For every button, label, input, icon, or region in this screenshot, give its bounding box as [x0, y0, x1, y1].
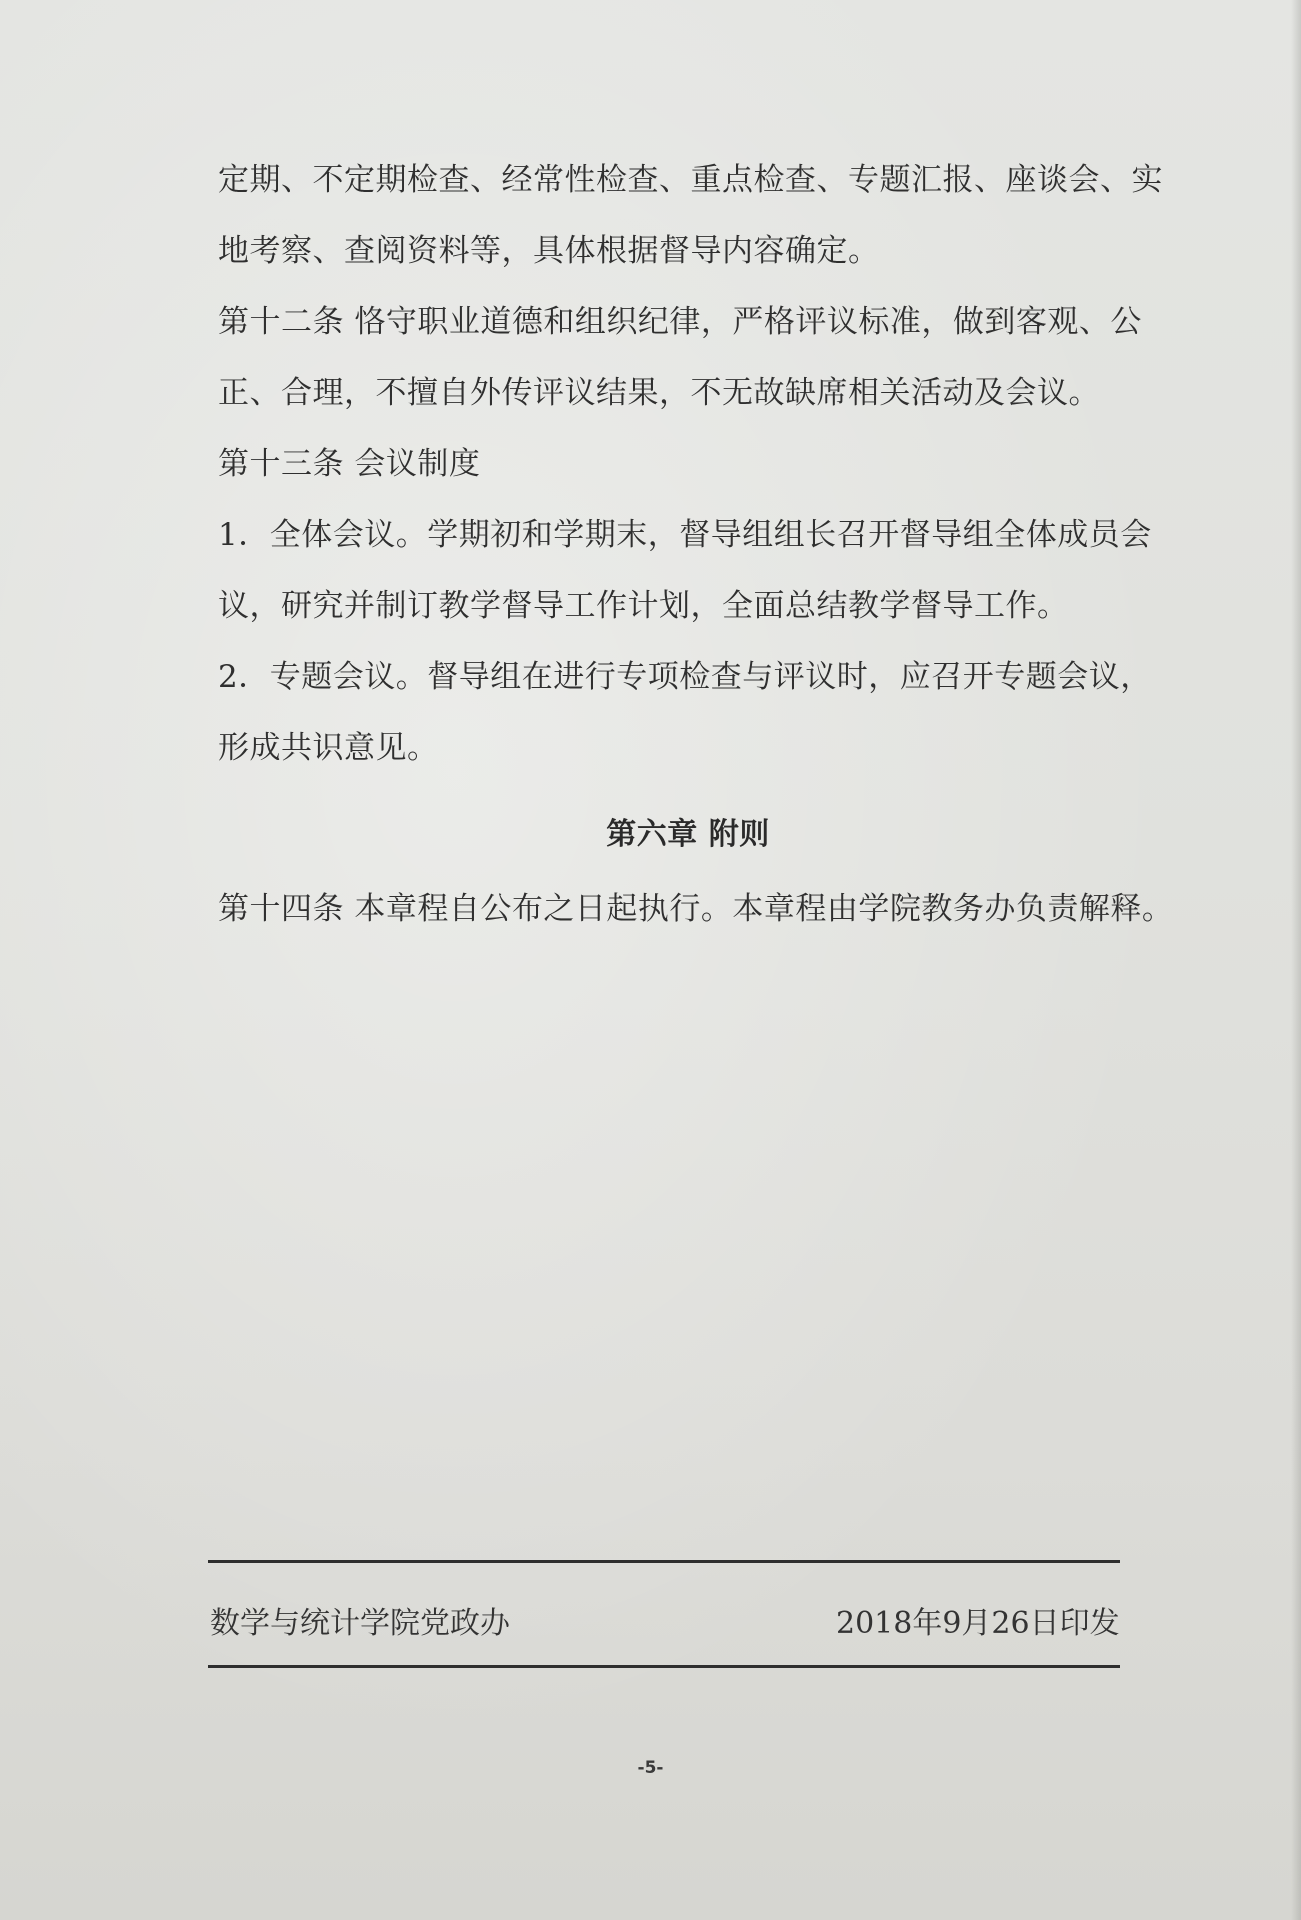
body-line-2: 地考察、查阅资料等，具体根据督导内容确定。: [218, 233, 880, 269]
footer-bottom-rule: [208, 1665, 1120, 1668]
issuer-name: 数学与统计学院党政办: [210, 1606, 510, 1641]
plenary-meeting-line-2: 议，研究并制订教学督导工作计划，全面总结教学督导工作。: [218, 588, 1069, 624]
issue-date: 2018年9月26日印发: [836, 1606, 1120, 1641]
footer-top-rule: [208, 1560, 1120, 1563]
article-12-line-2: 正、合理，不擅自外传评议结果，不无故缺席相关活动及会议。: [218, 375, 1100, 411]
article-12-line-1: 第十二条 恪守职业道德和组织纪律，严格评议标准，做到客观、公: [218, 304, 1142, 340]
chapter-title: 第六章 附则: [606, 817, 770, 852]
special-meeting-line-1: 2．专题会议。督导组在进行专项检查与评议时，应召开专题会议，: [218, 659, 1152, 695]
article-13-heading: 第十三条 会议制度: [218, 446, 481, 482]
plenary-meeting-line-1: 1．全体会议。学期初和学期末，督导组组长召开督导组全体成员会: [218, 517, 1152, 553]
article-14: 第十四条 本章程自公布之日起执行。本章程由学院教务办负责解释。: [218, 891, 1174, 927]
special-meeting-line-2: 形成共识意见。: [218, 730, 439, 766]
document-body: [218, 150, 1174, 950]
body-line-1: 定期、不定期检查、经常性检查、重点检查、专题汇报、座谈会、实: [218, 162, 1163, 198]
page-number: -5-: [637, 1758, 664, 1778]
page-edge-shadow: [1291, 0, 1301, 1920]
